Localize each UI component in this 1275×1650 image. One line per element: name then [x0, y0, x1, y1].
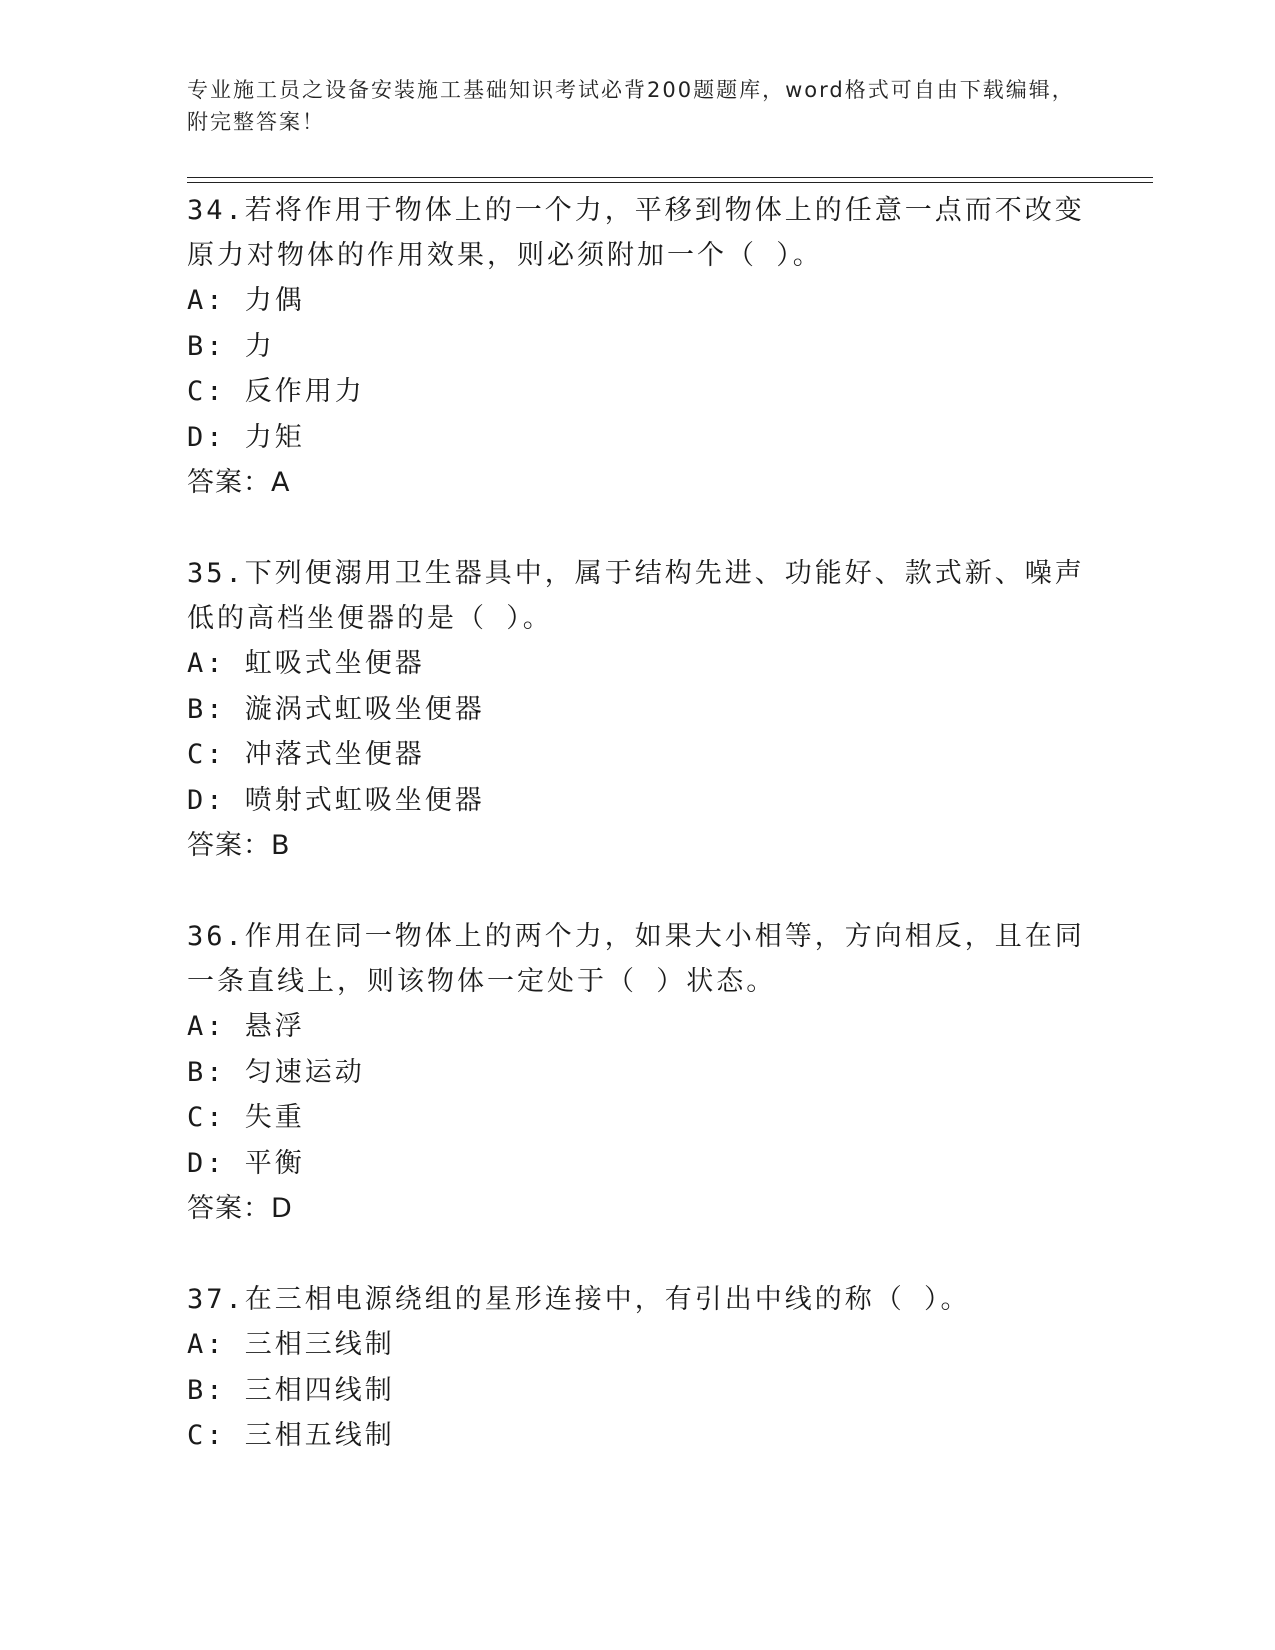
header-divider-bottom	[187, 182, 1153, 183]
answer: 答案：A	[187, 467, 291, 498]
option-d: D: 喷射式虹吸坐便器	[187, 784, 485, 816]
document-header: 专业施工员之设备安装施工基础知识考试必背200题题库，word格式可自由下载编辑，附完整答案！	[187, 78, 1075, 134]
option-b: B: 三相四线制	[187, 1374, 395, 1406]
option-b: B: 力	[187, 330, 275, 362]
question-text: 35.下列便溺用卫生器具中，属于结构先进、功能好、款式新、噪声低的高档坐便器的是（ ）。	[187, 558, 1085, 634]
spacer	[187, 1232, 1087, 1277]
option-c: C: 反作用力	[187, 376, 365, 407]
option-a: A: 悬浮	[187, 1011, 305, 1042]
header-divider-top	[187, 177, 1153, 178]
question-34	[187, 188, 1087, 506]
question-list	[187, 188, 1087, 1459]
answer: 答案：D	[187, 1193, 293, 1224]
option-c: C: 三相五线制	[187, 1420, 395, 1451]
option-a: A: 虹吸式坐便器	[187, 648, 425, 679]
question-37	[187, 1277, 1087, 1459]
option-c: C: 冲落式坐便器	[187, 739, 425, 770]
option-b: B: 匀速运动	[187, 1056, 365, 1088]
question-35	[187, 551, 1087, 869]
option-b: B: 漩涡式虹吸坐便器	[187, 693, 485, 725]
option-d: D: 平衡	[187, 1147, 305, 1179]
option-c: C: 失重	[187, 1102, 305, 1133]
answer: 答案：B	[187, 830, 291, 861]
question-text: 37.在三相电源绕组的星形连接中，有引出中线的称（ ）。	[187, 1284, 971, 1315]
spacer	[187, 506, 1087, 551]
question-text: 34.若将作用于物体上的一个力，平移到物体上的任意一点而不改变原力对物体的作用效果，则必须附加一个（ ）。	[187, 195, 1085, 271]
spacer	[187, 869, 1087, 914]
option-d: D: 力矩	[187, 421, 305, 453]
question-text: 36.作用在同一物体上的两个力，如果大小相等，方向相反，且在同一条直线上，则该物体一定处于（ ）状态。	[187, 921, 1085, 997]
question-36	[187, 914, 1087, 1232]
option-a: A: 三相三线制	[187, 1329, 395, 1360]
option-a: A: 力偶	[187, 285, 305, 316]
